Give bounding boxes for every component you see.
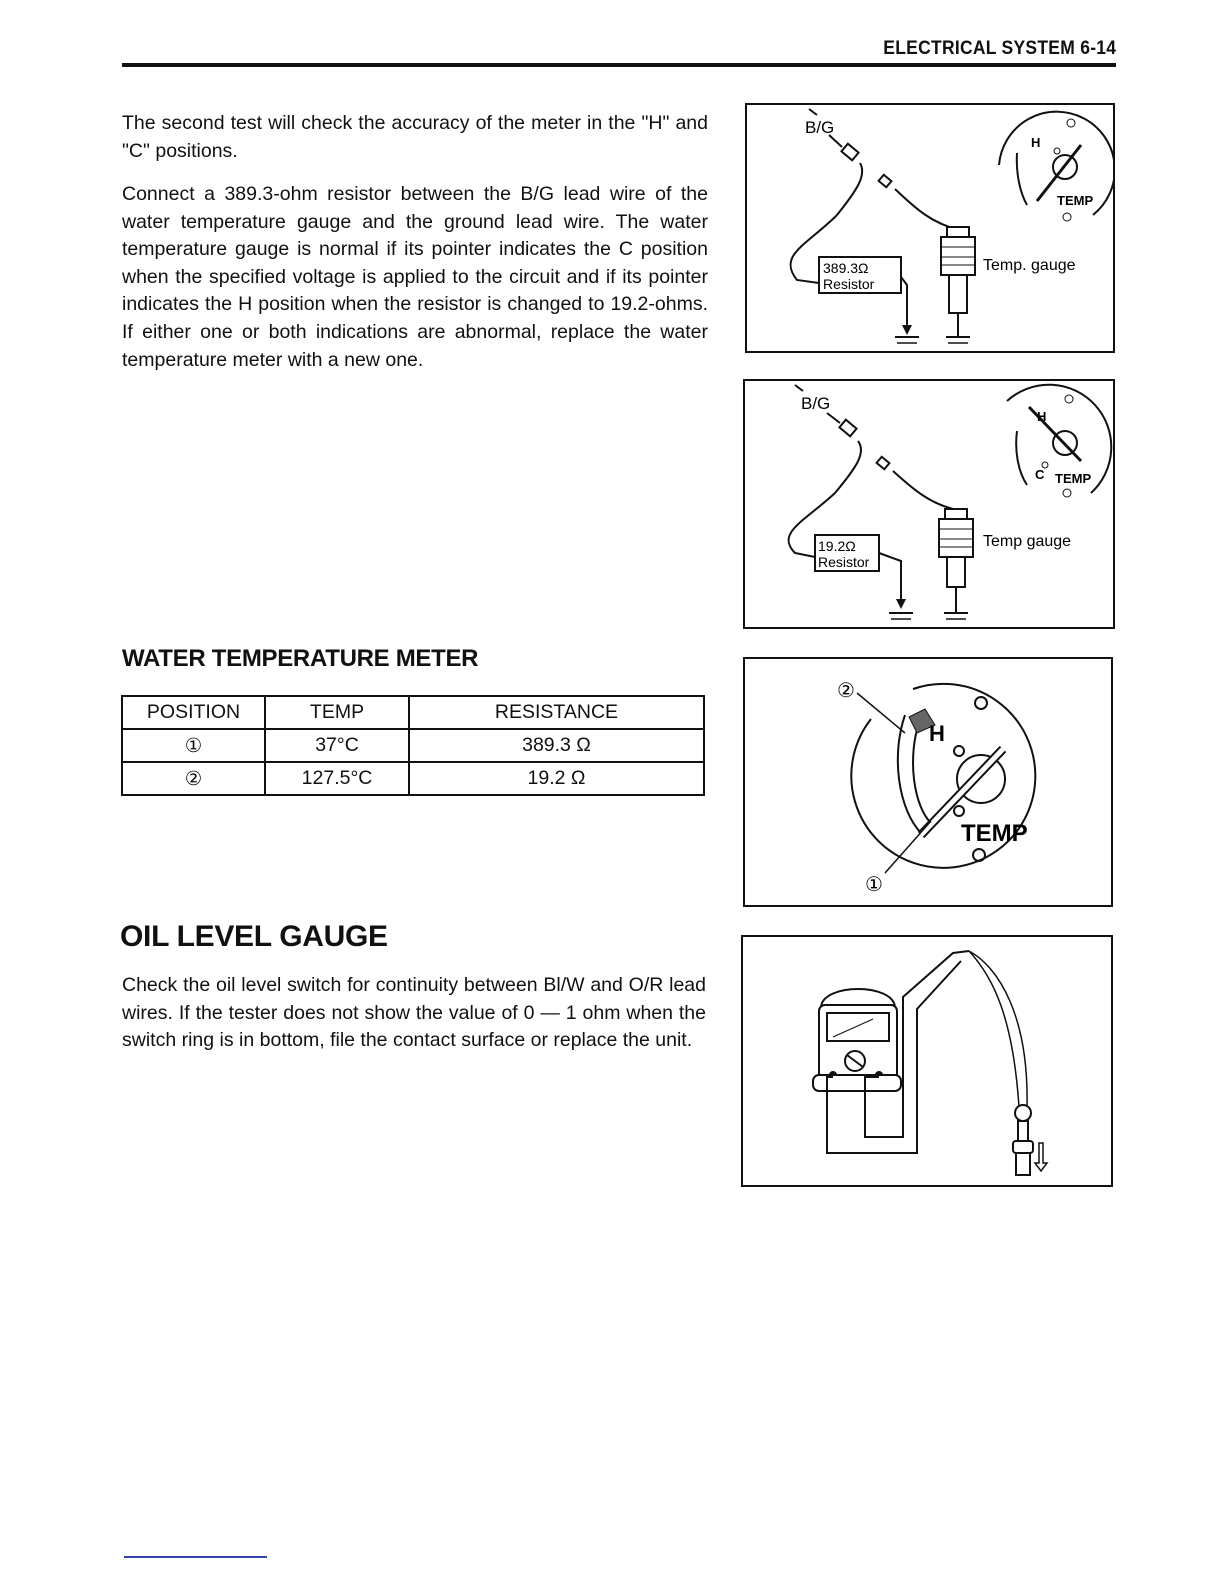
meter-dial-icon [999, 112, 1113, 221]
marker-2: ② [837, 680, 855, 702]
table-row [122, 762, 704, 795]
oil-gauge-heading: OIL LEVEL GAUGE [120, 920, 388, 953]
temp-cell: 127.5°C [265, 762, 409, 795]
resistor-value: 19.2Ω [818, 538, 856, 554]
resistance-cell: 389.3 Ω [409, 729, 704, 762]
meter-temp-label: TEMP [1055, 471, 1092, 486]
column-header: POSITION [122, 696, 265, 729]
resistance-cell: 19.2 Ω [409, 762, 704, 795]
connector-icon [839, 420, 856, 437]
connector-icon [841, 144, 858, 161]
water-meter-table [121, 695, 705, 796]
meter-temp-label: TEMP [1057, 193, 1094, 208]
table-row [122, 729, 704, 762]
footer-line [124, 1556, 267, 1558]
multimeter-icon [813, 989, 901, 1091]
arrow-down-icon [1035, 1143, 1047, 1171]
circuit-diagram [747, 105, 1113, 351]
figure-oil-level-tester [741, 935, 1113, 1187]
meter-diagram [745, 659, 1111, 905]
resistor-value: 389.3Ω [823, 260, 869, 276]
marker-1: ① [865, 874, 883, 896]
column-header: TEMP [265, 696, 409, 729]
meter-dial-icon [1007, 385, 1111, 497]
gauge-label: Temp. gauge [983, 257, 1076, 274]
meter-h-label: H [929, 721, 945, 746]
position-cell: ② [122, 762, 265, 795]
meter-h-label: H [1031, 135, 1041, 150]
oil-level-switch-icon [1013, 1105, 1047, 1175]
oil-gauge-paragraph: Check the oil level switch for continuity between Bl/W and O/R lead wires. If the tester does not show the value of 0 — 1 ohm when the switch ring is in bottom, file the contact surface or replace the unit. [122, 974, 706, 1052]
water-meter-heading: WATER TEMPERATURE METER [122, 645, 479, 672]
page-header [122, 38, 1116, 66]
wire-label: B/G [801, 394, 831, 413]
wire-label: B/G [805, 118, 835, 137]
meter-temp-label: TEMP [961, 820, 1028, 847]
figure-389-resistor-test [745, 103, 1115, 353]
resistor-label: Resistor [818, 554, 870, 570]
meter-h-label: H [1037, 409, 1047, 424]
circuit-diagram [745, 381, 1113, 627]
resistor-label: Resistor [823, 276, 875, 292]
section-title: ELECTRICAL SYSTEM 6-14 [882, 38, 1116, 59]
column-header: RESISTANCE [409, 696, 704, 729]
intro-paragraph-1: The second test will check the accuracy of the meter in the "H" and "C" positions. [122, 112, 708, 162]
position-cell: ① [122, 729, 265, 762]
meter-c-label: C [1035, 467, 1045, 482]
temp-sensor-icon [939, 509, 973, 619]
intro-paragraph-2: Connect a 389.3-ohm resistor between the B/G lead wire of the water temperature gauge and the ground lead wire. The water temperature gauge is normal if its pointer indicates the C position when the specified voltage is applied to the circuit and if its pointer indicates the H position when the resistor is changed to 19.2-ohms. If either one or both indications are abnormal, replace the water temperature meter with a new one. [122, 183, 708, 371]
gauge-label: Temp gauge [983, 533, 1072, 550]
temp-cell: 37°C [265, 729, 409, 762]
table-header-row [122, 696, 704, 729]
figure-19-resistor-test [743, 379, 1115, 629]
tester-diagram [743, 937, 1111, 1185]
temp-sensor-icon [941, 227, 975, 343]
header-rule [122, 63, 1116, 67]
figure-meter-positions [743, 657, 1113, 907]
